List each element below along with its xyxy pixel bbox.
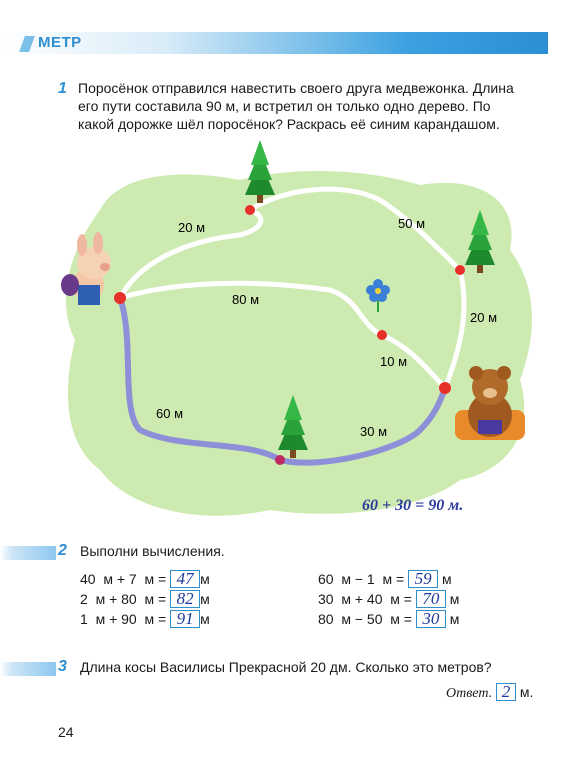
answer-box[interactable]: 59 [408, 570, 438, 588]
task-1-line: какой дорожке шёл поросёнок? Раскрась её синим карандашом. [78, 116, 500, 132]
header-band [0, 32, 548, 54]
calc-unit: м [445, 611, 460, 627]
task-1-equation: 60 + 30 = 90 м. [362, 497, 464, 514]
section-title: МЕТР [38, 34, 82, 51]
calc-row [80, 590, 280, 610]
calc-row [80, 610, 280, 630]
task-1-number: 1 [58, 80, 67, 97]
calc-expression: 60 м − 1 м = [318, 571, 409, 587]
node-bottom [275, 455, 285, 465]
page-number: 24 [58, 724, 74, 740]
dist-bottom-left: 60 м [156, 406, 184, 421]
answer-box[interactable]: 91 [170, 610, 200, 628]
path-map [40, 140, 550, 540]
node-start [114, 292, 126, 304]
task-1-line: Поросёнок отправился навестить своего друга медвежонка. Длина [78, 80, 514, 96]
calc-unit: м [445, 591, 460, 607]
calc-expression: 30 м + 40 м = [318, 591, 416, 607]
task-3-rule [0, 662, 56, 676]
tree-top [245, 140, 275, 203]
dist-bottom-right: 30 м [360, 424, 388, 439]
task-3-number: 3 [58, 658, 67, 675]
task-2-rule [0, 546, 56, 560]
answer-box[interactable]: 70 [416, 590, 446, 608]
answer-box[interactable]: 82 [170, 590, 200, 608]
task-1-line: его пути составила 90 м, и встретил он только одно дерево. По [78, 98, 491, 114]
dist-top-right: 50 м [398, 216, 426, 231]
calc-expression: 1 м + 90 м = [80, 611, 171, 627]
calc-row [318, 590, 518, 610]
answer-box[interactable]: 47 [170, 570, 200, 588]
node-top [245, 205, 255, 215]
calc-expression: 80 м − 50 м = [318, 611, 416, 627]
answer-unit: м. [519, 684, 534, 700]
task-3-text: Длина косы Василисы Прекрасной 20 дм. Сколько это метров? [80, 659, 492, 675]
dist-center-small: 10 м [380, 354, 408, 369]
answer-box[interactable]: 30 [416, 610, 446, 628]
calc-unit: м [438, 571, 452, 587]
calc-row [318, 610, 518, 630]
task-1-text [78, 79, 548, 133]
calc-row [80, 570, 280, 590]
dist-top-left: 20 м [178, 220, 206, 235]
calc-expression: 2 м + 80 м = [80, 591, 171, 607]
node-top-right [455, 265, 465, 275]
calc-row [318, 570, 518, 590]
dist-right: 20 м [470, 310, 498, 325]
calc-unit: м [200, 591, 210, 607]
calc-expression: 40 м + 7 м = [80, 571, 171, 587]
task-2-right-column [318, 570, 518, 630]
task-2-left-column [80, 570, 280, 630]
node-center [377, 330, 387, 340]
calc-unit: м [200, 611, 210, 627]
calc-unit: м [200, 571, 210, 587]
answer-box[interactable]: 2 [496, 683, 516, 701]
answer-label: Ответ. [446, 686, 493, 701]
dist-middle: 80 м [232, 292, 260, 307]
task-2-number: 2 [58, 542, 67, 559]
task-2-title: Выполни вычисления. [80, 543, 225, 559]
task-3-answer [446, 683, 533, 702]
node-end [439, 382, 451, 394]
